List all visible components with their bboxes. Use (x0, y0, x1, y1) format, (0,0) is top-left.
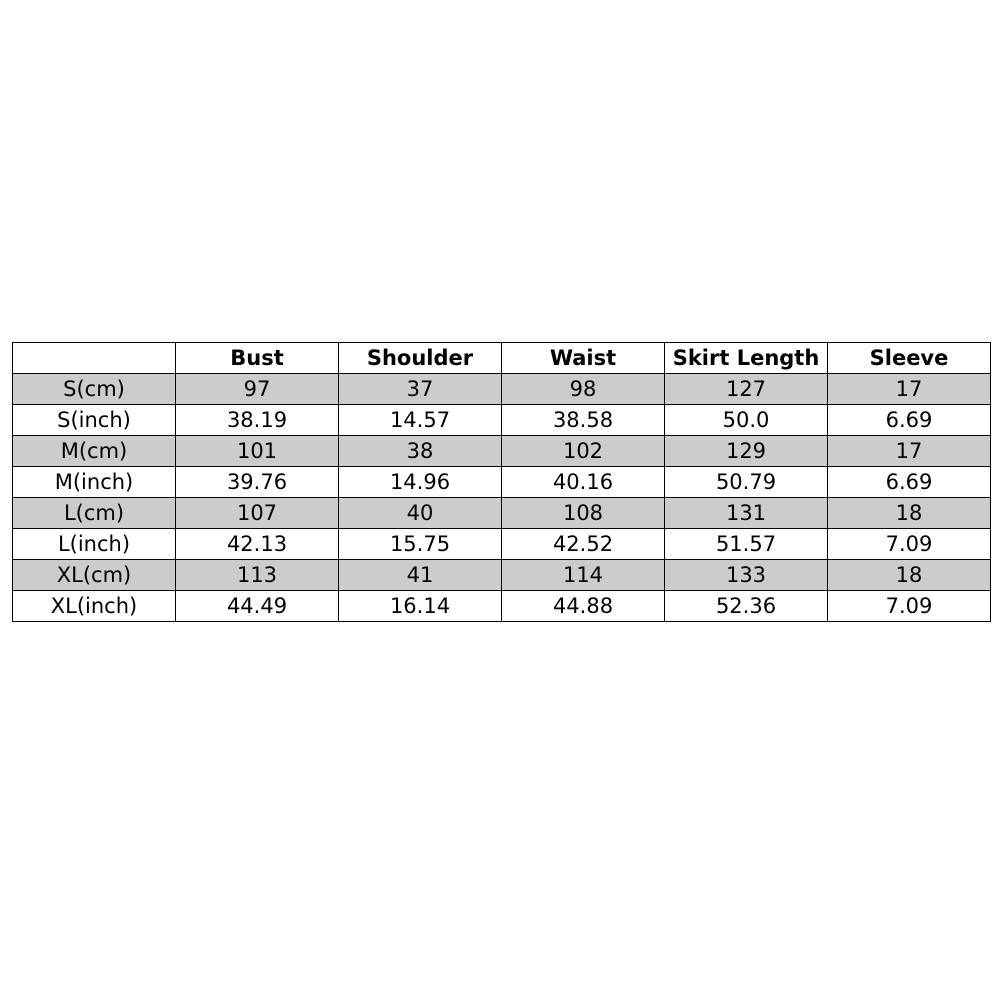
cell-skirt-length: 131 (665, 498, 828, 529)
cell-shoulder: 38 (339, 436, 502, 467)
cell-shoulder: 14.96 (339, 467, 502, 498)
cell-sleeve: 17 (828, 374, 991, 405)
header-row (13, 343, 991, 374)
cell-bust: 44.49 (176, 591, 339, 622)
cell-shoulder: 16.14 (339, 591, 502, 622)
cell-bust: 113 (176, 560, 339, 591)
cell-bust: 101 (176, 436, 339, 467)
cell-skirt-length: 52.36 (665, 591, 828, 622)
row-label: S(cm) (13, 374, 176, 405)
cell-sleeve: 7.09 (828, 591, 991, 622)
cell-waist: 114 (502, 560, 665, 591)
header-cell-bust: Bust (176, 343, 339, 374)
cell-bust: 42.13 (176, 529, 339, 560)
table-row (13, 529, 991, 560)
table-row (13, 405, 991, 436)
cell-skirt-length: 127 (665, 374, 828, 405)
cell-shoulder: 15.75 (339, 529, 502, 560)
header-cell-sleeve: Sleeve (828, 343, 991, 374)
row-label: M(inch) (13, 467, 176, 498)
cell-skirt-length: 133 (665, 560, 828, 591)
cell-sleeve: 7.09 (828, 529, 991, 560)
row-label: L(cm) (13, 498, 176, 529)
cell-skirt-length: 50.79 (665, 467, 828, 498)
cell-waist: 40.16 (502, 467, 665, 498)
size-chart-table (12, 342, 991, 622)
table-row (13, 591, 991, 622)
row-label: XL(cm) (13, 560, 176, 591)
table-row (13, 374, 991, 405)
cell-sleeve: 6.69 (828, 405, 991, 436)
cell-waist: 38.58 (502, 405, 665, 436)
row-label: S(inch) (13, 405, 176, 436)
table-row (13, 436, 991, 467)
cell-skirt-length: 129 (665, 436, 828, 467)
table-header (13, 343, 991, 374)
row-label: XL(inch) (13, 591, 176, 622)
header-cell-skirt-length: Skirt Length (665, 343, 828, 374)
cell-shoulder: 41 (339, 560, 502, 591)
table-row (13, 560, 991, 591)
cell-bust: 97 (176, 374, 339, 405)
cell-shoulder: 37 (339, 374, 502, 405)
header-cell-waist: Waist (502, 343, 665, 374)
cell-sleeve: 18 (828, 560, 991, 591)
row-label: M(cm) (13, 436, 176, 467)
cell-bust: 39.76 (176, 467, 339, 498)
cell-skirt-length: 50.0 (665, 405, 828, 436)
cell-waist: 44.88 (502, 591, 665, 622)
cell-sleeve: 18 (828, 498, 991, 529)
table-row (13, 467, 991, 498)
header-cell-corner (13, 343, 176, 374)
header-cell-shoulder: Shoulder (339, 343, 502, 374)
cell-waist: 102 (502, 436, 665, 467)
cell-bust: 107 (176, 498, 339, 529)
cell-shoulder: 40 (339, 498, 502, 529)
row-label: L(inch) (13, 529, 176, 560)
size-chart-container (12, 342, 990, 622)
cell-sleeve: 6.69 (828, 467, 991, 498)
cell-bust: 38.19 (176, 405, 339, 436)
table-row (13, 498, 991, 529)
table-body (13, 374, 991, 622)
cell-skirt-length: 51.57 (665, 529, 828, 560)
cell-sleeve: 17 (828, 436, 991, 467)
cell-shoulder: 14.57 (339, 405, 502, 436)
cell-waist: 42.52 (502, 529, 665, 560)
cell-waist: 108 (502, 498, 665, 529)
cell-waist: 98 (502, 374, 665, 405)
